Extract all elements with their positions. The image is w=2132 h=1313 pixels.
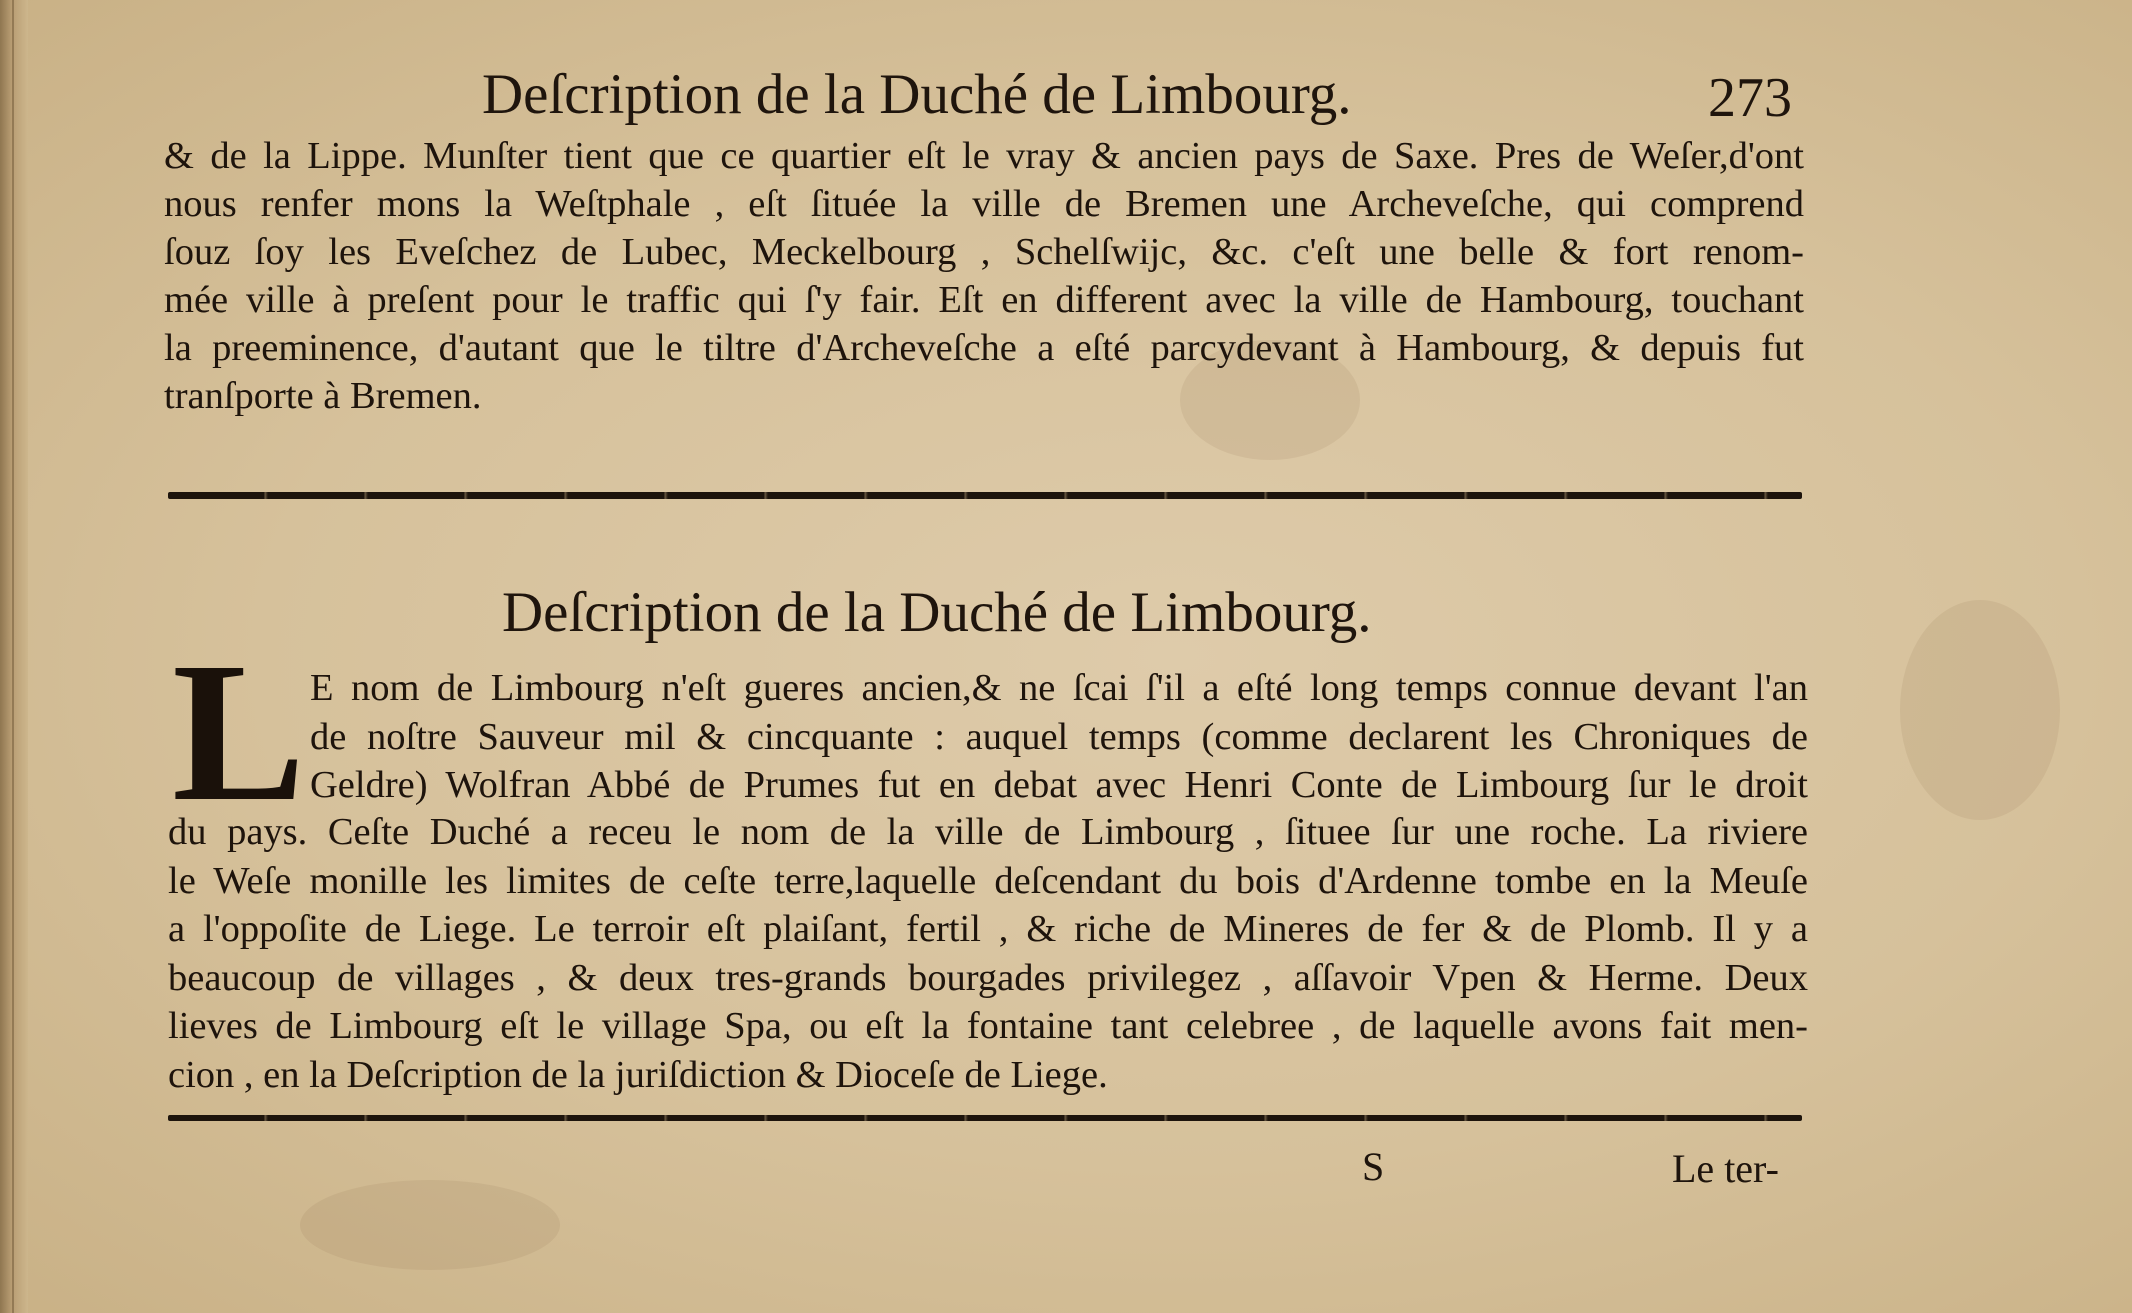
text-line: nous renfer mons la Weſtphale , eſt ſituée la ville de Bremen une Archeveſche, qui comprend (164, 183, 1804, 225)
running-head: Deſcription de la Duché de Limbourg. (482, 63, 1352, 126)
page-number: 273 (1708, 67, 1792, 129)
catchword: Le ter- (1672, 1146, 1779, 1191)
gutter-line (12, 0, 14, 1313)
text-line: a l'oppoſite de Liege. Le terroir eſt plaiſant, fertil , & riche de Mineres de fer & de Plomb. Il y a (168, 908, 1808, 950)
paragraph-lines (168, 808, 1808, 1099)
text-line: beaucoup de villages , & deux tres-grands bourgades privilegez , aſſavoir Vpen & Herme. Deux (168, 956, 1808, 999)
section-heading: Deſcription de la Duché de Limbourg. (502, 581, 1372, 644)
text-line: Geldre) Wolfran Abbé de Prumes fut en debat avec Henri Conte de Limbourg ſur le droit (310, 764, 1808, 806)
text-line: cion , en la Deſcription de la juriſdiction & Dioceſe de Liege. (168, 1053, 1108, 1096)
text-line: lieves de Limbourg eſt le village Spa, ou eſt la fontaine tant celebree , de laquelle avons fait men- (168, 1005, 1808, 1047)
text-line: mée ville à preſent pour le traffic qui ſ'y fair. Eſt en different avec la ville de Hambourg, touchant (164, 279, 1804, 321)
paper-stain (1900, 600, 2060, 820)
page-gutter-edge (0, 0, 28, 1313)
text-line: la preeminence, d'autant que le tiltre d'Archeveſche a eſté parcydevant à Hambourg, & depuis fut (164, 327, 1804, 369)
signature-mark: S (1362, 1144, 1385, 1189)
text-line: du pays. Ceſte Duché a receu le nom de la ville de Limbourg , ſituee ſur une roche. La riviere (168, 811, 1808, 853)
text-line: tranſporte à Bremen. (164, 375, 482, 417)
text-line: & de la Lippe. Munſter tient que ce quartier eſt le vray & ancien pays de Saxe. Pres de Weſer,d'ont (164, 135, 1804, 177)
text-line: ſouz ſoy les Eveſchez de Lubec, Meckelbourg , Schelſwijc, &c. c'eſt une belle & fort renom- (164, 231, 1804, 273)
drop-cap-initial: L (172, 622, 306, 843)
continued-paragraph (164, 132, 1804, 420)
text-line: de noſtre Sauveur mil & cincquante : auquel temps (comme declarent les Chroniques de (310, 715, 1808, 758)
indented-paragraph-lines (310, 664, 1808, 810)
section-divider-rule (168, 492, 1802, 499)
text-line: le Weſe monille les limites de ceſte terre,laquelle deſcendant du bois d'Ardenne tombe en la Meuſe (168, 859, 1808, 902)
bottom-rule (168, 1115, 1802, 1121)
paper-stain (300, 1180, 560, 1270)
text-line: E nom de Limbourg n'eſt gueres ancien,& ne ſcai ſ'il a eſté long temps connue devant l'an (310, 667, 1808, 709)
